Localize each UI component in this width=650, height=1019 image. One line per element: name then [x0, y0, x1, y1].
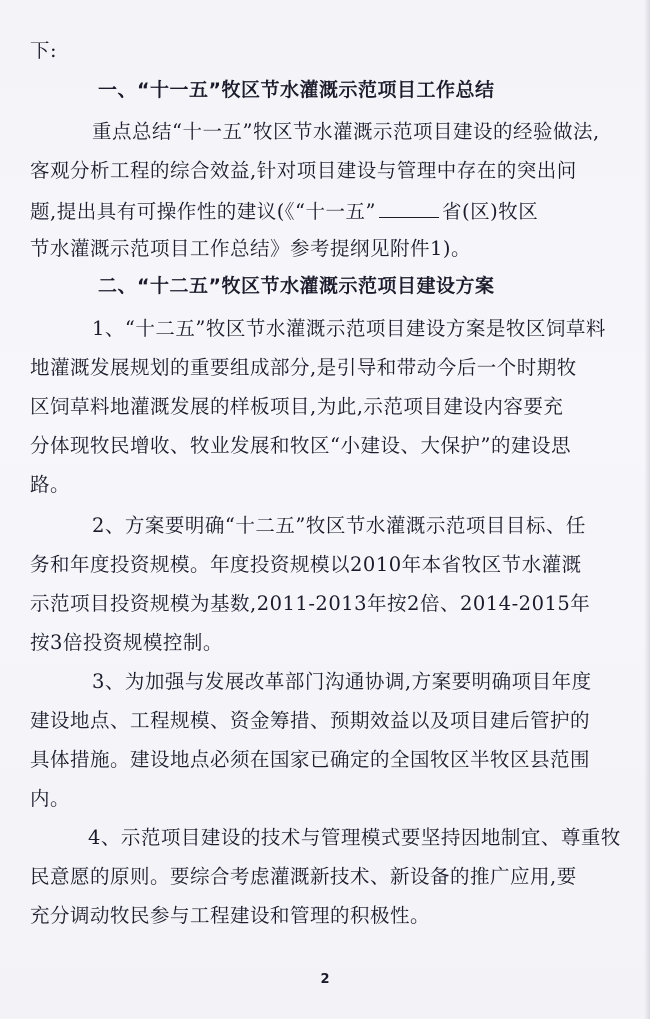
paragraph-line: 客观分析工程的综合效益,针对项目建设与管理中存在的突出问 [30, 159, 577, 182]
paragraph-line: 1、“十二五”牧区节水灌溉示范项目建设方案是牧区饲草料 [92, 317, 606, 340]
paragraph-line [30, 197, 625, 225]
paragraph-line: 3、为加强与发展改革部门沟通协调,方案要明确项目年度 [92, 670, 592, 693]
paragraph-line-part: 题,提出具有可操作性的建议(《“十一五” [30, 200, 376, 223]
paragraph-line: 4、示范项目建设的技术与管理模式要坚持因地制宜、尊重牧 [88, 826, 621, 849]
paragraph-line: 区饲草料地灌溉发展的样板项目,为此,示范项目建设内容要充 [30, 395, 564, 418]
paragraph-line: 示范项目投资规模为基数,2011-2013年按2倍、2014-2015年 [30, 592, 591, 615]
paragraph-line: 内。 [30, 787, 71, 810]
paragraph-line: 分体现牧民增收、牧业发展和牧区“小建设、大保护”的建设思 [30, 434, 571, 457]
page-number: 2 [320, 972, 330, 987]
paragraph-line: 节水灌溉示范项目工作总结》参考提纲见附件1)。 [30, 237, 472, 260]
text-line: 下: [30, 39, 58, 62]
paragraph-line: 按3倍投资规模控制。 [30, 631, 223, 654]
section-heading-2: 二、“十二五”牧区节水灌溉示范项目建设方案 [98, 275, 495, 297]
scan-edge-shadow [644, 0, 650, 1019]
paragraph-line: 具体措施。建设地点必须在国家已确定的全国牧区半牧区县范围 [30, 748, 591, 771]
paragraph-line: 民意愿的原则。要综合考虑灌溉新技术、新设备的推广应用,要 [30, 865, 577, 888]
section-heading-1: 一、“十一五”牧区节水灌溉示范项目工作总结 [98, 79, 495, 101]
paragraph-line: 地灌溉发展规划的重要组成部分,是引导和带动今后一个时期牧 [30, 356, 577, 379]
paragraph-line: 重点总结“十一五”牧区节水灌溉示范项目建设的经验做法, [92, 120, 600, 143]
paragraph-line: 建设地点、工程规模、资金筹措、预期效益以及项目建后管护的 [30, 709, 591, 732]
fill-in-blank [379, 197, 439, 218]
paragraph-line: 2、方案要明确“十二五”牧区节水灌溉示范项目目标、任 [92, 514, 586, 537]
paragraph-line: 路。 [30, 473, 71, 496]
paragraph-line: 充分调动牧民参与工程建设和管理的积极性。 [30, 904, 431, 927]
paragraph-line-part: 省(区)牧区 [442, 200, 539, 223]
paragraph-line: 务和年度投资规模。年度投资规模以2010年本省牧区节水灌溉 [30, 553, 582, 576]
